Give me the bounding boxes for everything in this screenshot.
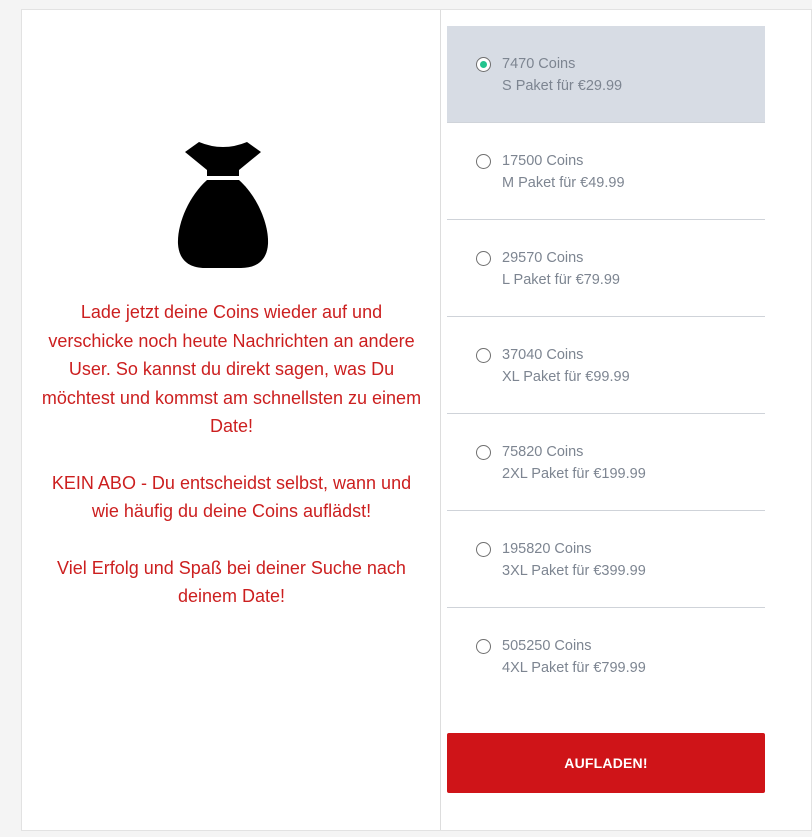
money-bag-icon bbox=[177, 140, 269, 268]
radio-button[interactable] bbox=[476, 542, 491, 557]
radio-button[interactable] bbox=[476, 251, 491, 266]
package-option-s[interactable] bbox=[447, 26, 765, 123]
radio-button[interactable] bbox=[476, 348, 491, 363]
radio-button[interactable] bbox=[476, 154, 491, 169]
radio-button[interactable] bbox=[476, 57, 491, 72]
package-coins: 37040 Coins bbox=[502, 347, 584, 363]
package-coins: 195820 Coins bbox=[502, 541, 592, 557]
package-price: L Paket für €79.99 bbox=[502, 272, 620, 288]
package-price: S Paket für €29.99 bbox=[502, 78, 623, 94]
package-coins: 17500 Coins bbox=[502, 153, 584, 169]
info-paragraph-recharge: Lade jetzt deine Coins wieder auf und verschicke noch heute Nachrichten an andere User. So kannst du direkt sagen, was Du möchtest und kommst am schnellsten zu einem Date! bbox=[41, 302, 422, 436]
radio-button[interactable] bbox=[476, 445, 491, 460]
package-option-l[interactable] bbox=[447, 220, 765, 317]
package-option-3xl[interactable] bbox=[447, 511, 765, 608]
package-option-4xl[interactable] bbox=[447, 608, 765, 705]
package-price: 2XL Paket für €199.99 bbox=[502, 466, 646, 482]
package-coins: 505250 Coins bbox=[502, 638, 592, 654]
radio-button[interactable] bbox=[476, 639, 491, 654]
package-coins: 75820 Coins bbox=[502, 444, 584, 460]
package-price: 4XL Paket für €799.99 bbox=[502, 660, 646, 676]
radio-selected-dot bbox=[480, 61, 487, 68]
package-price: XL Paket für €99.99 bbox=[502, 369, 630, 385]
package-list bbox=[447, 26, 765, 705]
package-coins: 7470 Coins bbox=[502, 56, 576, 72]
info-panel bbox=[22, 10, 441, 830]
info-paragraph-no-subscription: KEIN ABO - Du entscheidst selbst, wann und wie häufig du deine Coins auflädst! bbox=[51, 472, 412, 521]
info-message bbox=[38, 298, 425, 639]
package-price: M Paket für €49.99 bbox=[502, 175, 625, 191]
package-option-xl[interactable] bbox=[447, 317, 765, 414]
package-coins: 29570 Coins bbox=[502, 250, 584, 266]
info-paragraph-good-luck: Viel Erfolg und Spaß bei deiner Suche nach deinem Date! bbox=[57, 557, 406, 606]
package-option-2xl[interactable] bbox=[447, 414, 765, 511]
package-option-m[interactable] bbox=[447, 123, 765, 220]
package-price: 3XL Paket für €399.99 bbox=[502, 563, 646, 579]
aufladen-button[interactable]: AUFLADEN! bbox=[447, 733, 765, 793]
